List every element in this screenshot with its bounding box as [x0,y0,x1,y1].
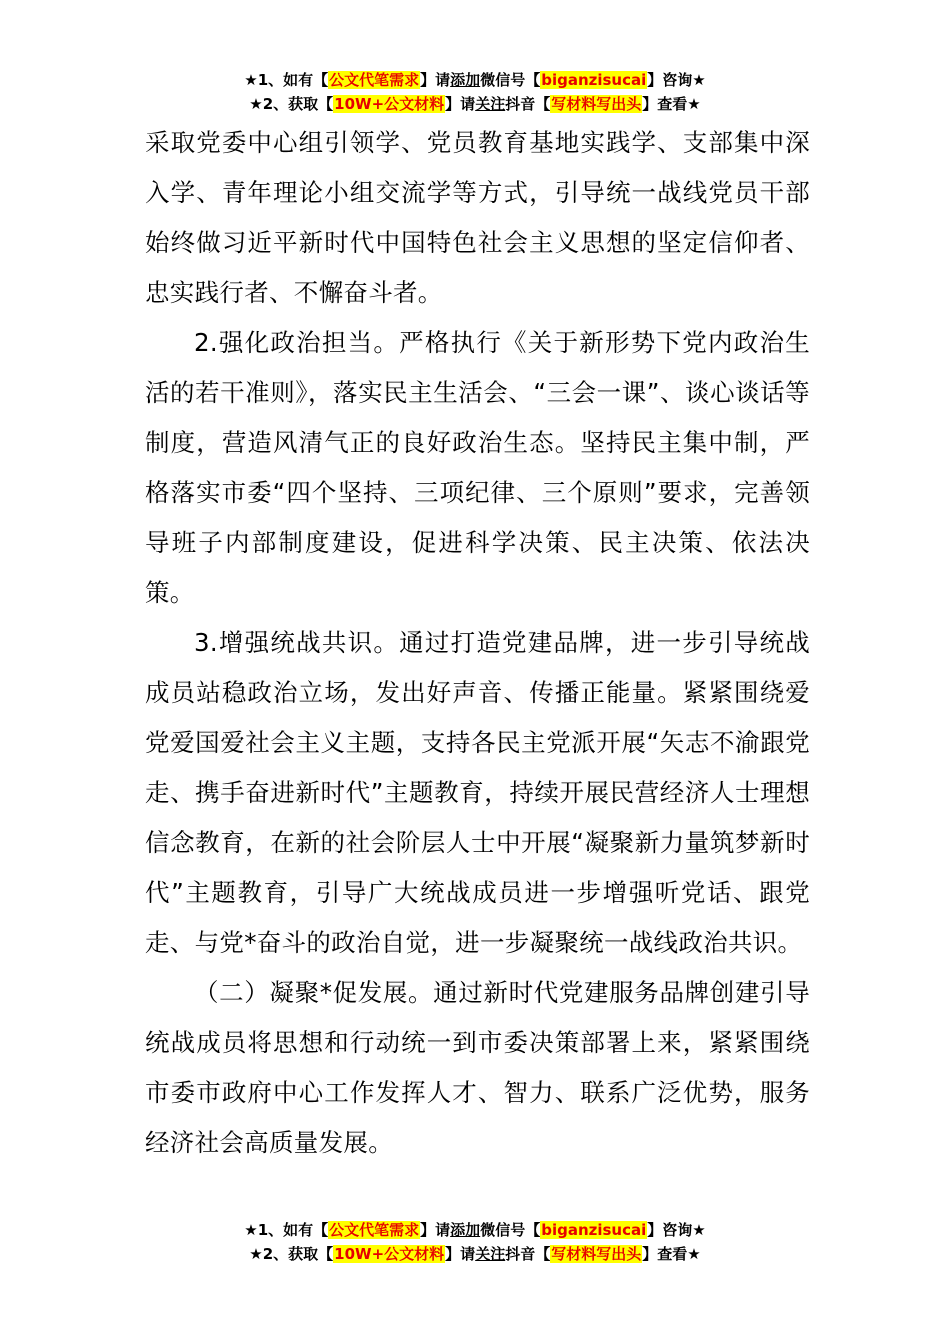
banner-text: 1、如有【 [257,1221,329,1239]
banner-text: 抖音【 [505,95,551,113]
banner-text: 】查看 [642,1245,688,1263]
banner-text: 微信号【 [480,71,541,89]
banner-highlight: 10W+公文材料 [334,95,445,113]
banner-text: 】咨询 [647,1221,693,1239]
banner-underlined: 添加 [450,1221,481,1239]
banner-highlight: 写材料写出头 [551,95,642,113]
banner-underlined: 添加 [450,71,481,89]
banner-highlight: 10W+公文材料 [334,1245,445,1263]
star-icon: ★ [687,95,701,113]
banner-text: 1、如有【 [257,71,329,89]
banner-highlight: biganzisucai [541,1221,647,1239]
paragraph-1: 采取党委中心组引领学、党员教育基地实践学、支部集中深入学、青年理论小组交流学等方式，引导统一战线党员干部始终做习近平新时代中国特色社会主义思想的坚定信仰者、忠实践行者、不懈奋斗者。 [145,128,810,307]
header-banner [0,68,950,116]
banner-text: 】请 [420,1221,451,1239]
banner-underlined: 关注 [475,1245,506,1263]
banner-text: 微信号【 [480,1221,541,1239]
paragraph-3: 3.增强统战共识。通过打造党建品牌，进一步引导统战成员站稳政治立场，发出好声音、传播正能量。紧紧围绕爱党爱国爱社会主义主题，支持各民主党派开展“矢志不渝跟党走、携手奋进新时代”主题教育，持续开展民营经济人士理想信念教育，在新的社会阶层人士中开展“凝聚新力量筑梦新时代”主题教育，引导广大统战成员进一步增强听党话、跟党走、与党*奋斗的政治自觉，进一步凝聚统一战线政治共识。 [145,628,810,957]
paragraph-4: （二）凝聚*促发展。通过新时代党建服务品牌创建引导统战成员将思想和行动统一到市委决策部署上来，紧紧围绕市委市政府中心工作发挥人才、智力、联系广泛优势，服务经济社会高质量发展。 [145,978,810,1157]
paragraph-2: 2.强化政治担当。严格执行《关于新形势下党内政治生活的若干准则》，落实民主生活会、“三会一课”、谈心谈话等制度，营造风清气正的良好政治生态。坚持民主集中制，严格落实市委“四个坚持、三项纪律、三个原则”要求，完善领导班子内部制度建设，促进科学决策、民主决策、依法决策。 [145,328,810,607]
banner-highlight: 公文代笔需求 [329,71,420,89]
banner-highlight: 公文代笔需求 [329,1221,420,1239]
star-icon: ★ [244,1221,258,1239]
banner-text: 】请 [445,95,476,113]
star-icon: ★ [249,95,263,113]
banner-line-1 [0,1218,950,1242]
banner-underlined: 关注 [475,95,506,113]
banner-text: 】请 [420,71,451,89]
star-icon: ★ [687,1245,701,1263]
banner-highlight: biganzisucai [541,71,647,89]
banner-line-2 [0,92,950,116]
banner-text: 】请 [445,1245,476,1263]
banner-text: 2、获取【 [262,1245,334,1263]
banner-text: 抖音【 [505,1245,551,1263]
star-icon: ★ [244,71,258,89]
banner-highlight: 写材料写出头 [551,1245,642,1263]
banner-line-1 [0,68,950,92]
star-icon: ★ [692,1221,706,1239]
banner-line-2 [0,1242,950,1266]
document-body [145,118,810,1168]
banner-text: 2、获取【 [262,95,334,113]
banner-text: 】咨询 [647,71,693,89]
star-icon: ★ [692,71,706,89]
star-icon: ★ [249,1245,263,1263]
banner-text: 】查看 [642,95,688,113]
footer-banner [0,1218,950,1266]
